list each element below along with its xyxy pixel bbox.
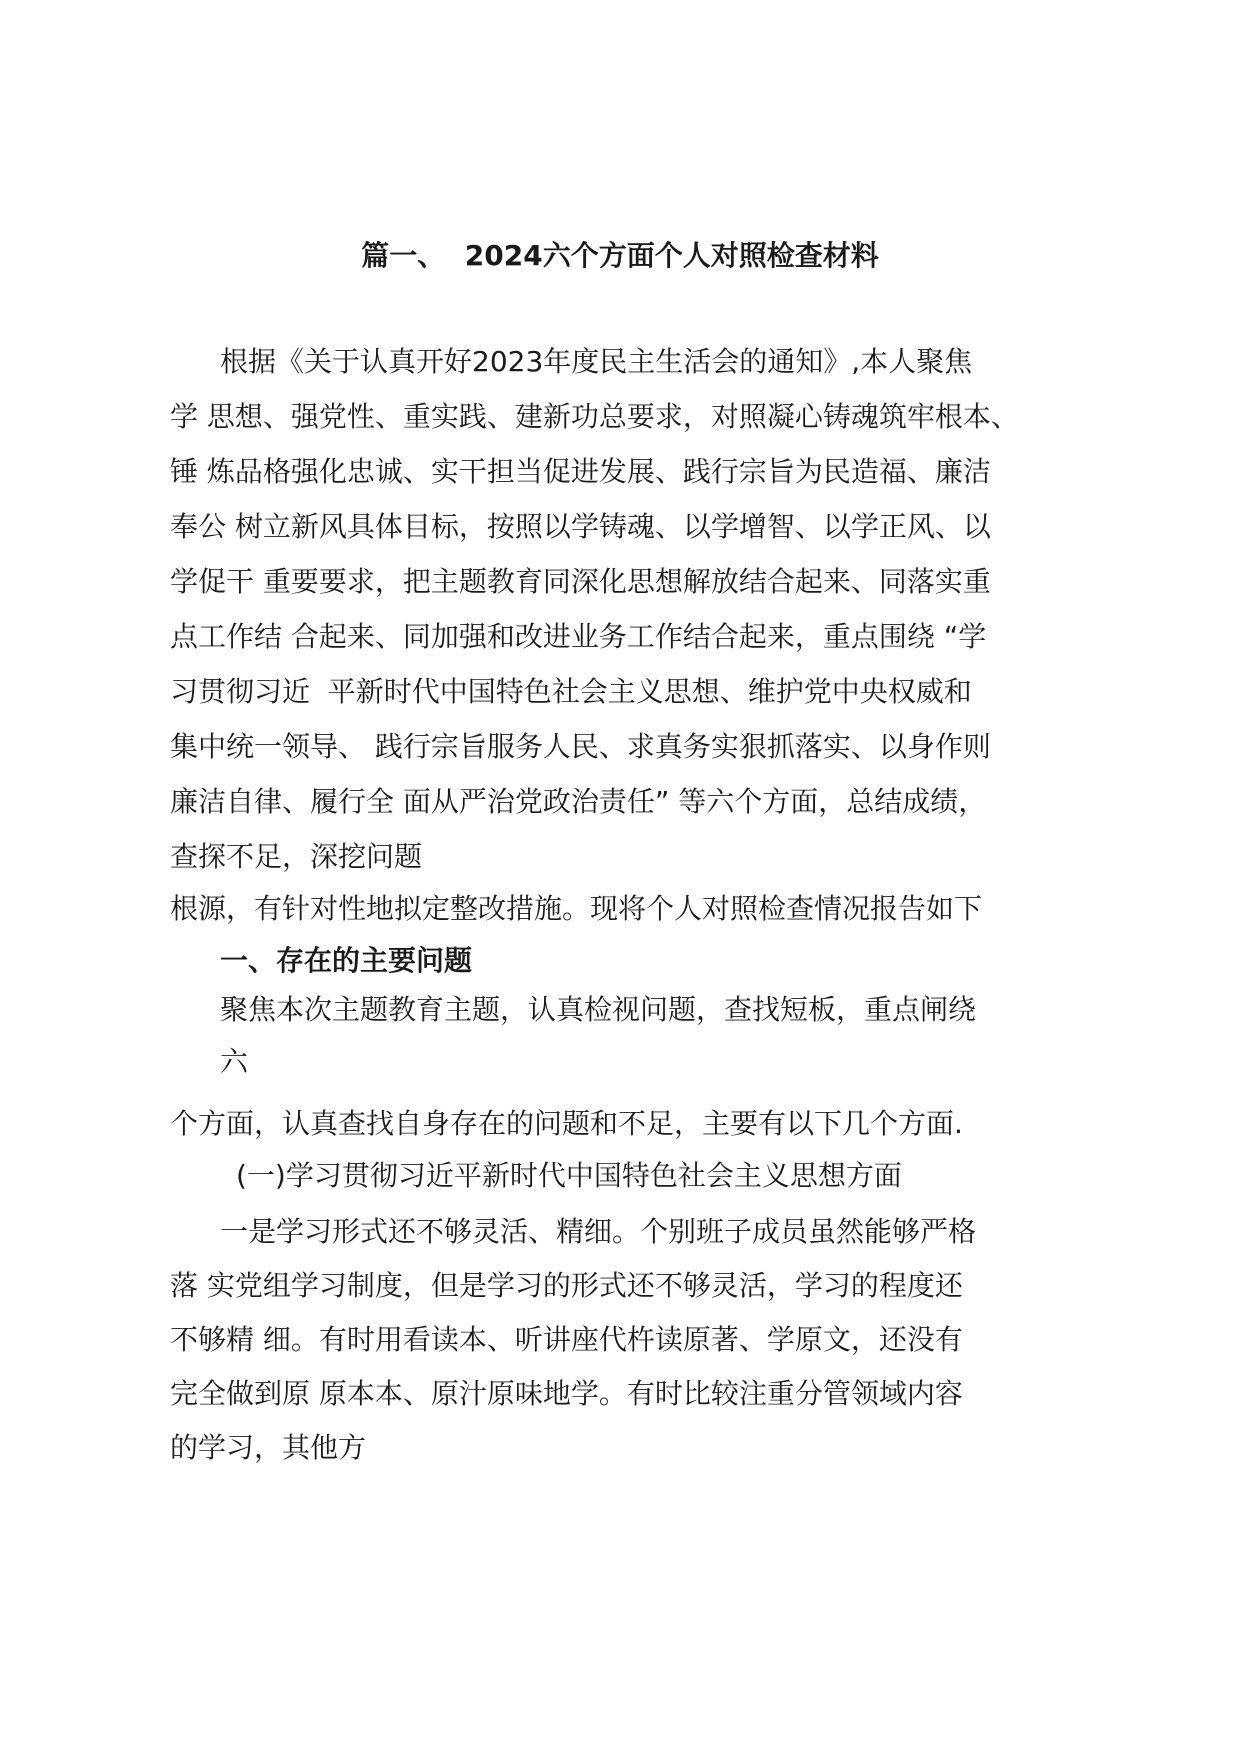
- paragraph-line: 不够精 细。有时用看读本、听讲座代杵读原著、学原文，还没有: [170, 1323, 963, 1356]
- paragraph-line: 个方面，认真查找自身存在的问题和不足，主要有以下几个方面.: [170, 1107, 963, 1140]
- paragraph-line: 聚焦本次主题教育主题，认真检视问题，查找短板，重点闸绕: [220, 993, 977, 1026]
- paragraph-line: 奉公 树立新风具体目标，按照以学铸魂、以学增智、以学正风、以: [170, 510, 991, 543]
- paragraph-line: 六: [220, 1045, 249, 1078]
- paragraph-line: 查探不足，深挖问题: [170, 840, 423, 873]
- paragraph-line: 根据《关于认真开好2023年度民主生活会的通知》,本人聚焦: [220, 345, 973, 378]
- paragraph-line: 根源，有针对性地拟定整改措施。现将个人对照检查情况报告如下: [170, 892, 983, 925]
- subsection-heading: (一)学习贯彻习近平新时代中国特色社会主义思想方面: [236, 1159, 902, 1192]
- paragraph-line: 一是学习形式还不够灵活、精细。个别班子成员虽然能够严格: [220, 1215, 977, 1248]
- paragraph-line: 学 思想、强党性、重实践、建新功总要求，对照凝心铸魂筑牢根本、: [170, 400, 1019, 433]
- paragraph-line: 习贯彻习近 平新时代中国特色社会主义思想、维护党中央权威和: [170, 675, 972, 708]
- paragraph-line: 廉洁自律、履行全 面从严治党政治责任” 等六个方面，总结成绩，: [170, 785, 987, 818]
- paragraph-line: 完全做到原 原本本、原汁原味地学。有时比较注重分管领域内容: [170, 1377, 963, 1410]
- paragraph-line: 点工作结 合起来、同加强和改进业务工作结合起来，重点围绕 “学: [170, 620, 987, 653]
- paragraph-line: 学促干 重要要求，把主题教育同深化思想解放结合起来、同落实重: [170, 565, 991, 598]
- paragraph-line: 集中统一领导、 践行宗旨服务人民、求真务实狠抓落实、以身作则: [170, 730, 991, 763]
- paragraph-line: 落 实党组学习制度，但是学习的形式还不够灵活，学习的程度还: [170, 1269, 963, 1302]
- paragraph-line: 的学习，其他方: [170, 1431, 367, 1464]
- document-title: 篇一、 2024六个方面个人对照检查材料: [361, 239, 879, 272]
- section-heading: 一、存在的主要问题: [220, 944, 473, 977]
- paragraph-line: 锤 炼品格强化忠诚、实干担当促进发展、践行宗旨为民造福、廉洁: [170, 455, 991, 488]
